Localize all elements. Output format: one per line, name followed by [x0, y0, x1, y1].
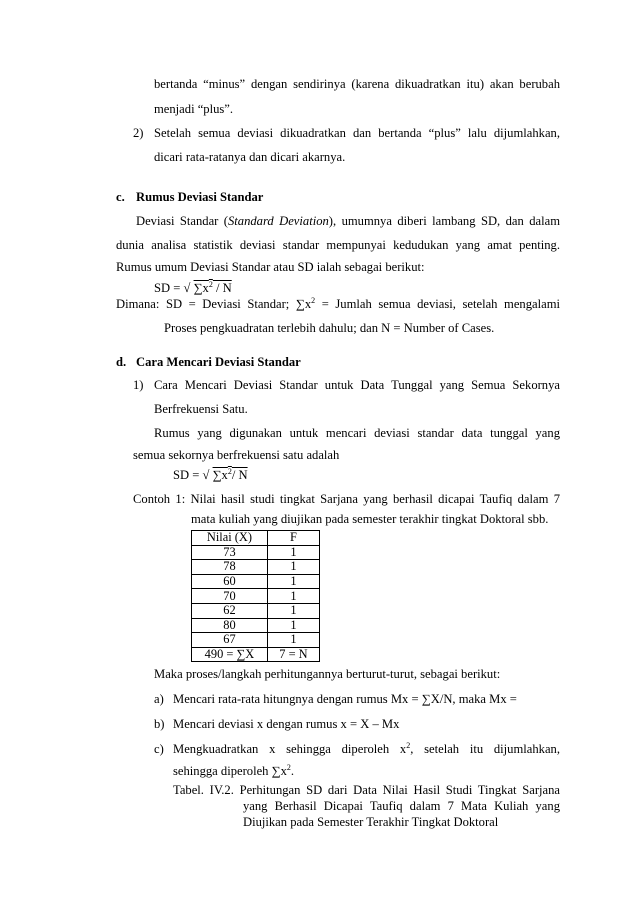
list-number: 1) [133, 378, 144, 392]
paragraph-line: Berfrekuensi Satu. [154, 402, 248, 416]
data-table [191, 530, 320, 662]
paragraph-line: menjadi “plus”. [154, 102, 234, 116]
paragraph-line: Setelah semua deviasi dikuadratkan dan bertanda “plus” lalu dijumlahkan, [154, 126, 560, 140]
table-cell: 62 [192, 603, 268, 618]
table-cell: 1 [267, 560, 319, 575]
table-total-row [192, 647, 320, 662]
table-row [192, 633, 320, 648]
list-letter: b) [154, 717, 165, 731]
paragraph-line: Mencari rata-rata hitungnya dengan rumus Mx = ∑X/N, maka Mx = [173, 692, 517, 706]
table-header-cell: Nilai (X) [192, 531, 268, 546]
table-caption-line: yang Berhasil Dicapai Taufiq dalam 7 Mata Kuliah yang [243, 799, 560, 813]
paragraph-line: Dimana: SD = Deviasi Standar; $\sum x^2$ = Jumlah semua deviasi, setelah mengalami [116, 296, 560, 311]
paragraph-line: Proses pengkuadratan terlebih dahulu; dan N = Number of Cases. [164, 321, 495, 335]
paragraph-line: Rumus umum Deviasi Standar atau SD ialah sebagai berikut: [116, 260, 425, 274]
section-letter: d. [116, 355, 127, 369]
paragraph-line: dunia analisa statistik deviasi standar mempunyai kedudukan yang amat penting. [116, 238, 560, 252]
paragraph-line: Mencari deviasi x dengan rumus x = X – Mx [173, 717, 400, 731]
table-total-cell: 490 = ∑X [192, 647, 268, 662]
paragraph-line: Maka proses/langkah perhitungannya berturut-turut, sebagai berikut: [154, 667, 501, 681]
table-cell: 73 [192, 545, 268, 560]
paragraph-line: Mengkuadratkan x sehingga diperoleh $x^2$, setelah itu dijumlahkan, [173, 741, 560, 756]
table-cell: 80 [192, 618, 268, 633]
table-row [192, 603, 320, 618]
paragraph-line: semua sekornya berfrekuensi satu adalah [133, 448, 340, 462]
formula-sd: SD = √ $\sum x^2/$ N [173, 467, 248, 482]
italic-term: Standard Deviation [227, 214, 329, 228]
table-cell: 1 [267, 633, 319, 648]
table-caption-line: Tabel. IV.2. Perhitungan SD dari Data Nilai Hasil Studi Tingkat Sarjana [173, 783, 560, 797]
table-header-cell: F [267, 531, 319, 546]
table-cell: 67 [192, 633, 268, 648]
section-title: Rumus Deviasi Standar [136, 190, 264, 204]
table-cell: 1 [267, 574, 319, 589]
formula-radicand: $\sum x^2$ / N [193, 280, 232, 295]
paragraph-line: Deviasi Standar (Standard Deviation), umumnya diberi lambang SD, dan dalam [136, 214, 560, 228]
paragraph-line: bertanda “minus” dengan sendirinya (karena dikuadratkan itu) akan berubah [154, 77, 560, 91]
paragraph-line: sehingga diperoleh $\sum x^2$. [173, 763, 295, 778]
formula-radicand: $\sum x^2/$ N [212, 467, 248, 482]
paragraph-line: dicari rata-ratanya dan dicari akarnya. [154, 150, 346, 164]
table-cell: 1 [267, 618, 319, 633]
paragraph-line: Contoh 1: Nilai hasil studi tingkat Sarjana yang berhasil dicapai Taufiq dalam 7 [133, 492, 560, 506]
list-letter: a) [154, 692, 164, 706]
section-letter: c. [116, 190, 125, 204]
paragraph-line: Cara Mencari Deviasi Standar untuk Data Tunggal yang Semua Sekornya [154, 378, 560, 392]
table-row [192, 574, 320, 589]
table-cell: 1 [267, 589, 319, 604]
table-row [192, 589, 320, 604]
table-cell: 1 [267, 603, 319, 618]
table-caption-line: Diujikan pada Semester Terakhir Tingkat Doktoral [243, 815, 499, 829]
section-title: Cara Mencari Deviasi Standar [136, 355, 301, 369]
table-cell: 60 [192, 574, 268, 589]
table-total-cell: 7 = N [267, 647, 319, 662]
paragraph-line: mata kuliah yang diujikan pada semester terakhir tingkat Doktoral sbb. [191, 512, 549, 526]
table-cell: 70 [192, 589, 268, 604]
table-cell: 1 [267, 545, 319, 560]
list-number: 2) [133, 126, 144, 140]
table-cell: 78 [192, 560, 268, 575]
formula-sd: SD = √ $\sum x^2$ / N [154, 280, 232, 295]
table-row [192, 560, 320, 575]
table-row [192, 545, 320, 560]
table-row [192, 618, 320, 633]
paragraph-line: Rumus yang digunakan untuk mencari deviasi standar data tunggal yang [154, 426, 560, 440]
table-header-row [192, 531, 320, 546]
list-letter: c) [154, 742, 164, 756]
